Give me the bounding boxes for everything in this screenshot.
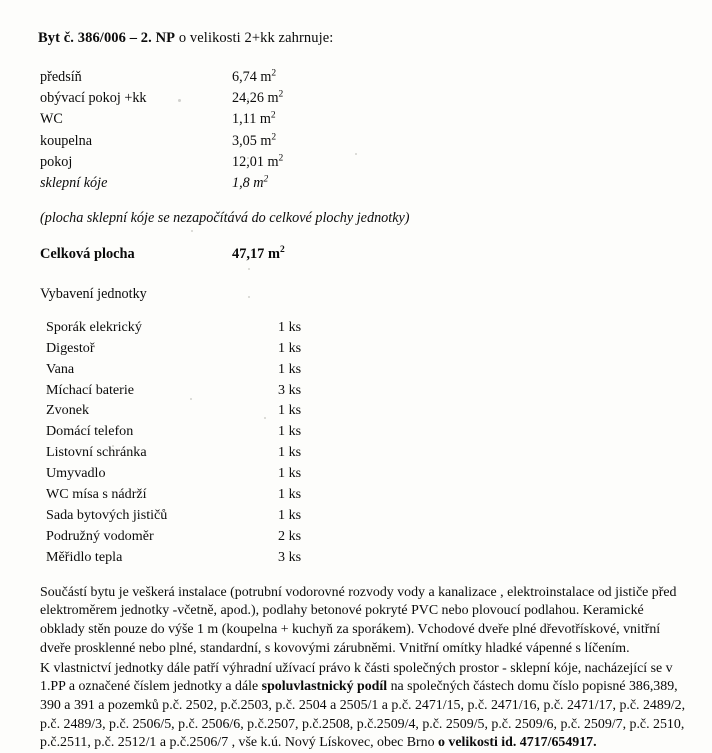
table-row [46,400,358,421]
equipment-quantity: 1 ks [278,486,302,503]
table-row [46,379,358,400]
document-heading [38,30,686,47]
equipment-name: Sporák elekrický [46,318,142,335]
equipment-quantity: 3 ks [278,548,302,565]
table-row [46,484,358,505]
table-row [46,317,358,338]
table-row [40,245,352,264]
body-text: na společných částech domu číslo popisné 386,389, 390 a 391 a pozemků p.č. 2502, p.č.2503, p.č. 2504 a 2505/1 a p.č. 2471/15, p.č. 2471/16, p.č. 2471/17, p.č. 2489/2, p.č. 2489/3, p.č. 2506/5, p.č. 2506/6, p.č.2507, p.č.2508, p.č.2509/4, p.č. 2509/5, p.č. 2509/6, p.č. 2509/7, p.č. 2510, p.č.2511, p.č. 2512/1 a p.č.2506/7 , vše k.ú. Nový Lískovec, obec Brno [40,679,686,751]
room-area: 1,11 $m^2$ [232,110,276,128]
equipment-quantity: 1 ks [278,402,302,419]
equipment-table [46,317,358,568]
equipment-quantity: 1 ks [278,423,302,440]
equipment-quantity: 3 ks [278,381,302,398]
heading-rest: o velikosti 2+kk zahrnuje: [175,30,334,46]
equipment-name: Vana [46,360,75,377]
equipment-name: Podružný vodoměr [46,527,154,544]
room-area: 24,26 $m^2$ [232,89,284,107]
table-row [40,88,352,109]
room-name: obývací pokoj +kk [40,90,147,107]
equipment-quantity: 1 ks [278,507,302,524]
equipment-quantity: 2 ks [278,527,302,544]
equipment-name: Digestoř [46,339,95,356]
table-row [46,526,358,547]
room-area: 1,8 $m^2$ [232,174,269,191]
body-text: K vlastnictví jednotky dále patří výhradní užívací právo k části společných prostor - sklepní kóje, nacházející se v 1.PP a označené číslem jednotky a dále [40,660,673,695]
equipment-name: Umyvadlo [46,465,106,482]
table-row [46,359,358,380]
room-name: koupelna [40,132,93,149]
equipment-name: Zvonek [46,402,90,419]
equipment-name: Domácí telefon [46,423,134,440]
table-row [40,151,352,172]
room-area: 6,74 $m^2$ [232,68,277,86]
table-row [46,505,358,526]
equipment-name: WC mísa s nádrží [46,486,147,503]
total-area-table [40,245,352,264]
table-row [46,547,358,568]
paragraph-ownership [40,660,686,753]
table-row [40,130,352,151]
table-row [46,463,358,484]
room-area: 12,01 $m^2$ [232,152,284,170]
room-area: 3,05 $m^2$ [232,131,277,149]
paragraph-installations: Součástí bytu je veškerá instalace (potrubní vodorovné rozvody vody a kanalizace , elektroinstalace od jističe před elektroměrem jednotky -včetně, apod.), podlahy betonové pokryté PVC nebo plovoucí podlahou. Keramické obklady stěn pouze do výše 1 m (koupelna + kuchyň za sporákem). Vchodové dveře plné dřevotřískové, vnitřní dveře prosklenné nebo plné, standardní, s kovovými zárubněmi. Vnitřní omítky hladké vápenné s líčením. [40,584,677,656]
equipment-quantity: 1 ks [278,360,302,377]
total-label: Celková plocha [40,245,135,262]
table-row [46,442,358,463]
equipment-quantity: 1 ks [278,465,302,482]
room-name: sklepní kóje [40,174,108,191]
table-row [40,109,352,130]
equipment-name: Listovní schránka [46,444,147,461]
unit-identifier: Byt č. 386/006 – 2. NP [38,30,176,46]
total-value: 47,17 $m^2$ [232,244,285,262]
equipment-quantity: 1 ks [278,444,302,461]
equipment-name: Sada bytových jističů [46,507,168,524]
equipment-heading: Vybavení jednotky [40,285,147,302]
cellar-note: (plocha sklepní kóje se nezapočítává do celkové plochy jednotky) [40,209,410,226]
table-row [40,173,352,194]
equipment-name: Měřidlo tepla [46,548,123,565]
equipment-quantity: 1 ks [278,318,302,335]
rooms-table [40,67,352,194]
table-row [46,338,358,359]
emphasis-text: spoluvlastnický podíl [261,679,388,695]
equipment-quantity: 1 ks [278,339,302,356]
emphasis-text: o velikosti id. 4717/654917. [438,735,597,751]
table-row [46,421,358,442]
table-row [40,67,352,88]
room-name: předsíň [40,69,82,86]
room-name: WC [40,111,63,128]
equipment-name: Míchací baterie [46,381,135,398]
room-name: pokoj [40,153,73,170]
